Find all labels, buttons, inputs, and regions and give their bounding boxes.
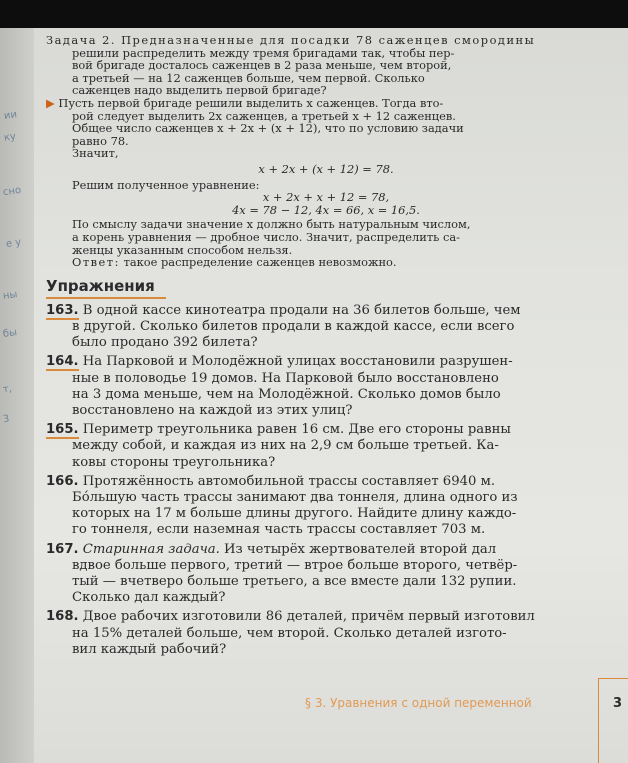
exercise-163 [46, 303, 606, 352]
exercise-line: которых на 17 м больше длины другого. Найдите длину каждо- [72, 506, 517, 522]
exercise-line: в другой. Сколько билетов продали в каждой кассе, если всего [72, 318, 515, 334]
exercise-number: 163. [46, 302, 79, 318]
exercise-number: 166. [46, 473, 79, 489]
exercise-line: ковы стороны треугольника? [72, 454, 276, 470]
equation-step-1: x + 2x + x + 12 = 78, [262, 190, 390, 205]
solution [46, 97, 606, 269]
margin-fragment: ны [2, 289, 19, 302]
solution-therefore: Значит, [72, 146, 119, 161]
exercise-number: 168. [46, 609, 79, 625]
exercise-line: Сколько дал каждый? [72, 590, 226, 606]
exercise-line: Двое рабочих изготовили 86 деталей, причём первый изготовил [82, 609, 535, 625]
problem-line: решили распределить между тремя бригадами так, чтобы пер- [72, 45, 455, 60]
exercise-166 [46, 474, 606, 539]
solve-intro: Решим полученное уравнение: [72, 177, 260, 192]
margin-fragment: ии [3, 109, 18, 122]
exercise-line: ные в половодье 19 домов. На Парковой было восстановлено [72, 370, 499, 386]
exercise-line: тый — вчетверо больше третьего, а все вместе дали 132 рупии. [72, 573, 517, 589]
problem-2 [46, 34, 606, 97]
margin-fragment: е у [5, 236, 22, 251]
exercise-line: Периметр треугольника равен 16 см. Две его стороны равны [82, 422, 511, 438]
exercise-line: вдвое больше первого, третий — втрое больше второго, четвёр- [72, 557, 518, 573]
exercise-line: В одной кассе кинотеатра продали на 36 билетов больше, чем [82, 302, 521, 318]
exercise-165 [46, 422, 606, 471]
page-content [46, 34, 606, 658]
textbook-page [0, 28, 628, 763]
answer-text: такое распределение саженцев невозможно. [123, 255, 397, 270]
solution-line: а корень уравнения — дробное число. Значит, распределить са- [72, 229, 460, 244]
heading-rule [46, 297, 166, 299]
problem-line: Задача 2. Предназначенные для посадки 78 саженцев смородины [46, 33, 536, 47]
solution-line: равно 78. [72, 133, 129, 148]
exercise-number: 167. [46, 541, 79, 557]
margin-fragment: бы [2, 327, 18, 340]
solution-line: женцы указанным способом нельзя. [72, 242, 293, 257]
margin-fragment: сно [2, 184, 22, 199]
exercise-164 [46, 354, 606, 419]
exercise-line: на 15% деталей больше, чем второй. Сколько деталей изгото- [72, 625, 507, 641]
exercise-line: вил каждый рабочий? [72, 641, 227, 657]
equation-main: x + 2x + (x + 12) = 78. [258, 161, 394, 176]
exercise-line: на 3 дома меньше, чем на Молодёжной. Сколько домов было [72, 386, 501, 402]
solution-line: рой следует выделить 2x саженцев, а третьей x + 12 саженцев. [72, 108, 456, 123]
exercise-line: го тоннеля, если наземная часть трассы составляет 703 м. [72, 522, 486, 538]
solution-line: Общее число саженцев x + 2x + (x + 12), что по условию задачи [72, 121, 464, 136]
equation-step-2: 4x = 78 − 12, 4x = 66, x = 16,5. [232, 202, 420, 217]
running-footer: § 3. Уравнения с одной переменной [305, 696, 532, 710]
exercise-line: Бо́льшую часть трассы занимают два тоннеля, длина одного из [72, 489, 518, 505]
page-number-frame [598, 678, 628, 763]
exercise-168 [46, 609, 606, 658]
problem-line: а третьей — на 12 саженцев больше, чем первой. Сколько [72, 70, 425, 85]
solution-line: По смыслу задачи значение x должно быть натуральным числом, [72, 217, 471, 232]
exercise-line: На Парковой и Молодёжной улицах восстановили разрушен- [82, 354, 513, 370]
solution-arrow-icon: ▶ [46, 95, 55, 110]
exercise-title: Старинная задача. [82, 541, 220, 557]
exercise-line: Протяжённость автомобильной трассы составляет 6940 м. [82, 473, 496, 489]
answer-label: Ответ: [72, 255, 120, 270]
exercise-number: 165. [46, 422, 79, 438]
exercise-line: было продано 392 билета? [72, 335, 258, 351]
margin-fragment: ку [3, 131, 17, 144]
problem-line: саженцев надо выделить первой бригаде? [72, 83, 327, 98]
exercise-167 [46, 542, 606, 607]
margin-fragment: т, [2, 383, 13, 396]
solution-line: Пусть первой бригаде решили выделить x саженцев. Тогда вто- [58, 95, 444, 110]
exercise-number: 164. [46, 354, 79, 370]
exercise-line: Из четырёх жертвователей второй дал [224, 541, 497, 557]
exercise-line: между собой, и каждая из них на 2,9 см больше третьей. Ка- [72, 438, 499, 454]
problem-line: вой бригаде досталось саженцев в 2 раза меньше, чем второй, [72, 58, 452, 73]
exercises-heading: Упражнения [46, 276, 155, 295]
exercise-line: восстановлено на каждой из этих улиц? [72, 402, 353, 418]
margin-fragment: 3 [2, 413, 11, 426]
page-number: 3 [613, 696, 623, 711]
